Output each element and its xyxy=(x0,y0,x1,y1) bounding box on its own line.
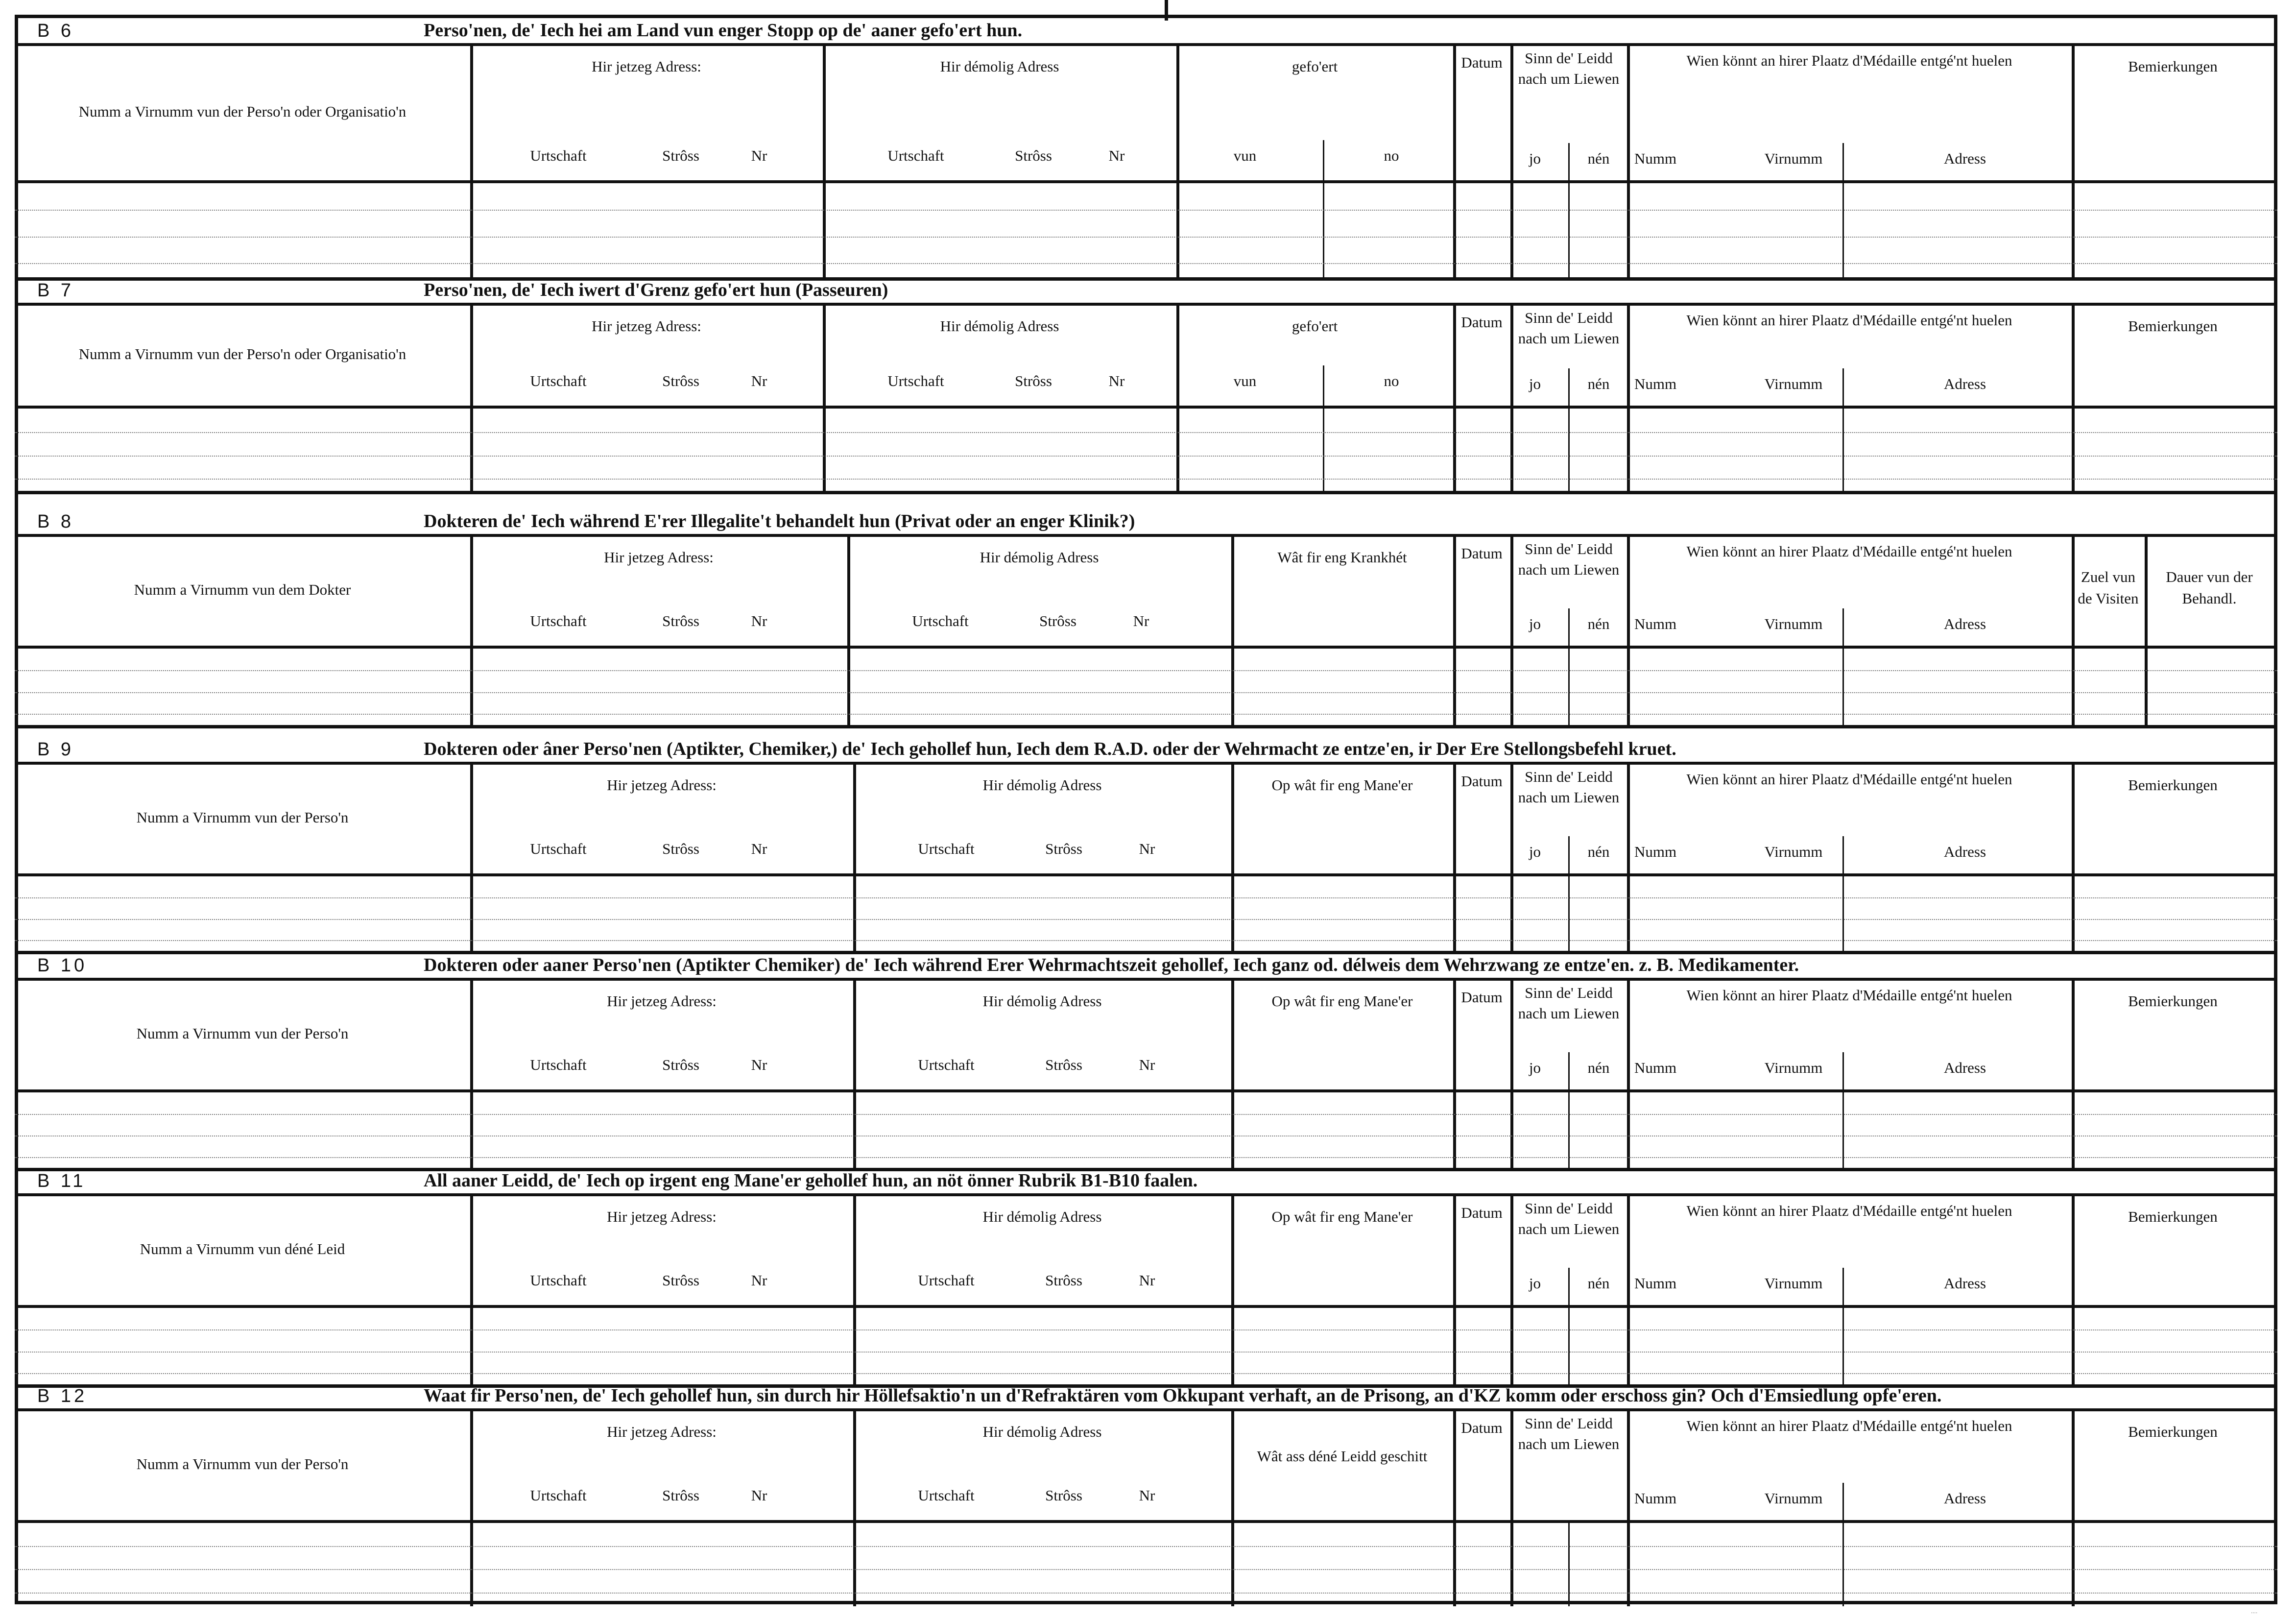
number-header: Nr xyxy=(751,1056,767,1073)
no-header: nén xyxy=(1587,375,1610,392)
no-header: nén xyxy=(1587,843,1610,860)
surname-header: Numm xyxy=(1634,615,1677,632)
yes-no-divider xyxy=(1568,368,1570,406)
alive-header: Sinn de' Leidd nach um Liewen xyxy=(1518,768,1620,806)
address-header: Adress xyxy=(1943,150,1986,167)
firstname-header: Virnumm xyxy=(1764,375,1823,392)
column-divider xyxy=(1231,1523,1234,1606)
number-header: Nr xyxy=(751,372,767,389)
yes-no-divider xyxy=(1568,649,1570,727)
to-header: no xyxy=(1384,372,1399,389)
address-header: Adress xyxy=(1943,843,1986,860)
address-header: Adress xyxy=(1943,375,1986,392)
medal-subdivider xyxy=(1842,143,1844,180)
firstname-header: Virnumm xyxy=(1764,150,1823,167)
street-header: Strôss xyxy=(1045,1056,1082,1073)
name-column-header: Numm a Virnumm vun der Perso'n xyxy=(136,1025,349,1042)
street-header: Strôss xyxy=(1039,612,1076,629)
column-divider xyxy=(1453,1523,1456,1606)
medal-subdivider xyxy=(1842,1308,1844,1386)
street-header: Strôss xyxy=(662,147,699,164)
section-title-bar xyxy=(15,733,2277,765)
no-header: nén xyxy=(1587,150,1610,167)
date-header: Datum xyxy=(1461,989,1503,1006)
section-title-bar xyxy=(15,274,2277,306)
entry-line[interactable] xyxy=(15,1593,2277,1594)
column-divider xyxy=(2145,537,2148,646)
alive-header: Sinn de' Leidd nach um Liewen xyxy=(1518,1200,1620,1237)
column-divider xyxy=(1627,765,1630,873)
city-header: Urtschaft xyxy=(918,1272,975,1289)
column-divider xyxy=(1510,1308,1513,1386)
entry-line[interactable] xyxy=(15,479,2277,480)
entry-rows[interactable] xyxy=(15,876,2277,953)
entry-line[interactable] xyxy=(15,670,2277,671)
date-header: Datum xyxy=(1461,54,1503,71)
to-header: no xyxy=(1384,147,1399,164)
former-address-header: Hir démolig Adress xyxy=(982,776,1102,794)
number-header: Nr xyxy=(1139,840,1155,857)
yes-header: jo xyxy=(1529,843,1541,860)
yes-no-divider xyxy=(1568,1092,1570,1170)
transported-header: gefo'ert xyxy=(1292,317,1338,335)
date-header: Datum xyxy=(1461,545,1503,562)
visits-header: Zuel vun de Visiten xyxy=(2078,568,2139,607)
city-header: Urtschaft xyxy=(530,1487,587,1504)
entry-line[interactable] xyxy=(15,714,2277,715)
section-code: B 10 xyxy=(37,955,88,976)
column-divider xyxy=(853,876,856,953)
city-header: Urtschaft xyxy=(918,1056,975,1073)
remarks-header: Bemierkungen xyxy=(2128,58,2218,75)
yes-header: jo xyxy=(1529,1275,1541,1292)
yes-header: jo xyxy=(1529,1059,1541,1076)
medal-subdivider xyxy=(1842,368,1844,406)
entry-line[interactable] xyxy=(15,210,2277,211)
medal-header: Wien könnt an hirer Plaatz d'Médaille entgé'nt huelen xyxy=(1686,987,2012,1004)
firstname-header: Virnumm xyxy=(1764,843,1823,860)
yes-no-divider xyxy=(1568,1523,1570,1606)
column-header xyxy=(15,306,2277,409)
column-divider xyxy=(1231,981,1234,1089)
column-divider xyxy=(1231,765,1234,873)
medal-subdivider xyxy=(1842,1523,1844,1606)
column-divider xyxy=(853,1308,856,1386)
surname-header: Numm xyxy=(1634,375,1677,392)
column-divider xyxy=(1231,1411,1234,1520)
column-divider xyxy=(470,1308,473,1386)
medal-subdivider xyxy=(1842,1483,1844,1520)
entry-line[interactable] xyxy=(15,919,2277,920)
firstname-header: Virnumm xyxy=(1764,615,1823,632)
manner-header: Op wât fir eng Mane'er xyxy=(1271,1208,1413,1225)
column-divider xyxy=(2072,876,2075,953)
section-title-bar xyxy=(15,15,2277,46)
entry-line[interactable] xyxy=(15,1329,2277,1330)
column-divider xyxy=(1627,981,1630,1089)
yes-no-divider xyxy=(1568,1308,1570,1386)
city-header: Urtschaft xyxy=(530,147,587,164)
section-title-bar xyxy=(15,1380,2277,1411)
city-header: Urtschaft xyxy=(530,1056,587,1073)
former-address-header: Hir démolig Adress xyxy=(982,992,1102,1010)
section-title-bar xyxy=(15,506,2277,537)
section-code: B 11 xyxy=(37,1171,86,1191)
section-b7 xyxy=(15,274,2277,493)
surname-header: Numm xyxy=(1634,1275,1677,1292)
section-code: B 8 xyxy=(37,511,74,532)
number-header: Nr xyxy=(751,1272,767,1289)
column-divider xyxy=(470,876,473,953)
former-address-header: Hir démolig Adress xyxy=(982,1423,1102,1440)
entry-line[interactable] xyxy=(15,237,2277,238)
section-title: Dokteren oder âner Perso'nen (Aptikter, Chemiker,) de' Iech gehollef hun, Iech dem R.A.D. oder der Wehrmacht ze entze'en, ir Der Ere Stellongsbefehl kruet. xyxy=(424,739,1676,759)
yes-no-divider xyxy=(1568,183,1570,279)
entry-line[interactable] xyxy=(15,1546,2277,1547)
column-header xyxy=(15,981,2277,1092)
medal-header: Wien könnt an hirer Plaatz d'Médaille entgé'nt huelen xyxy=(1686,543,2012,560)
column-divider xyxy=(1627,46,1630,180)
number-header: Nr xyxy=(751,840,767,857)
column-divider xyxy=(2072,409,2075,493)
firstname-header: Virnumm xyxy=(1764,1059,1823,1076)
section-code: B 7 xyxy=(37,280,74,301)
no-header: nén xyxy=(1587,1059,1610,1076)
city-header: Urtschaft xyxy=(530,1272,587,1289)
address-header: Adress xyxy=(1943,615,1986,632)
column-divider xyxy=(1627,1523,1630,1606)
column-divider xyxy=(470,409,473,493)
entry-rows[interactable] xyxy=(15,183,2277,279)
number-header: Nr xyxy=(751,612,767,629)
firstname-header: Virnumm xyxy=(1764,1275,1823,1292)
yes-no-divider xyxy=(1568,1052,1570,1089)
column-divider xyxy=(1627,306,1630,406)
column-divider xyxy=(1231,649,1234,727)
column-divider xyxy=(1453,1092,1456,1170)
column-divider xyxy=(2072,1523,2075,1606)
number-header: Nr xyxy=(1139,1487,1155,1504)
entry-line[interactable] xyxy=(15,1373,2277,1374)
city-header: Urtschaft xyxy=(918,1487,975,1504)
medal-subdivider xyxy=(1842,409,1844,493)
entry-line[interactable] xyxy=(15,1114,2277,1115)
from-header: vun xyxy=(1233,147,1257,164)
column-divider xyxy=(1176,409,1179,493)
yes-no-divider xyxy=(1568,143,1570,180)
column-divider xyxy=(1453,1308,1456,1386)
number-header: Nr xyxy=(1133,612,1149,629)
column-divider xyxy=(1510,1092,1513,1170)
number-header: Nr xyxy=(1108,372,1125,389)
section-b8 xyxy=(15,506,2277,727)
address-header: Adress xyxy=(1943,1490,1986,1507)
entry-line[interactable] xyxy=(15,1157,2277,1158)
yes-no-divider xyxy=(1568,608,1570,646)
street-header: Strôss xyxy=(1045,840,1082,857)
medal-subdivider xyxy=(1842,183,1844,279)
yes-no-divider xyxy=(1568,1268,1570,1305)
medal-subdivider xyxy=(1842,1092,1844,1170)
street-header: Strôss xyxy=(662,1056,699,1073)
manner-header: Op wât fir eng Mane'er xyxy=(1271,776,1413,794)
date-header: Datum xyxy=(1461,314,1503,331)
address-header: Adress xyxy=(1943,1275,1986,1292)
entry-line[interactable] xyxy=(15,432,2277,433)
entry-line[interactable] xyxy=(15,897,2277,898)
medal-header: Wien könnt an hirer Plaatz d'Médaille entgé'nt huelen xyxy=(1686,771,2012,788)
former-address-header: Hir démolig Adress xyxy=(980,549,1099,566)
surname-header: Numm xyxy=(1634,843,1677,860)
medal-subdivider xyxy=(1842,1268,1844,1305)
column-divider xyxy=(2145,649,2148,727)
remarks-header: Bemierkungen xyxy=(2128,992,2218,1010)
yes-no-divider xyxy=(1568,876,1570,953)
alive-header: Sinn de' Leidd nach um Liewen xyxy=(1518,309,1620,347)
column-divider xyxy=(1510,876,1513,953)
yes-header: jo xyxy=(1529,150,1541,167)
column-header xyxy=(15,765,2277,876)
entry-rows[interactable] xyxy=(15,1092,2277,1170)
current-address-header: Hir jetzeg Adress: xyxy=(592,58,701,75)
medal-header: Wien könnt an hirer Plaatz d'Médaille entgé'nt huelen xyxy=(1686,312,2012,329)
section-title: Perso'nen, de' Iech hei am Land vun enger Stopp op de' aaner gefo'ert hun. xyxy=(424,20,1023,41)
entry-rows[interactable] xyxy=(15,649,2277,727)
section-code: B 6 xyxy=(37,21,74,41)
street-header: Strôss xyxy=(662,612,699,629)
from-to-divider xyxy=(1323,183,1324,279)
entry-rows[interactable] xyxy=(15,1308,2277,1386)
medal-subdivider xyxy=(1842,1052,1844,1089)
surname-header: Numm xyxy=(1634,150,1677,167)
entry-line[interactable] xyxy=(15,940,2277,941)
section-title: Waat fir Perso'nen, de' Iech gehollef hun, sin durch hir Höllefsaktio'n un d'Refraktären vom Okkupant verhaft, an de Prisong, an d'KZ komm oder erschoss gin? Och d'Emsiedlung opfe'eren. xyxy=(424,1385,1942,1406)
current-address-header: Hir jetzeg Adress: xyxy=(607,776,717,794)
street-header: Strôss xyxy=(662,372,699,389)
no-header: nén xyxy=(1587,1275,1610,1292)
number-header: Nr xyxy=(751,1487,767,1504)
name-column-header: Numm a Virnumm vun der Perso'n oder Organisatio'n xyxy=(78,103,407,120)
entry-line[interactable] xyxy=(15,263,2277,264)
illness-header: Wât fir eng Krankhét xyxy=(1277,549,1407,566)
date-header: Datum xyxy=(1461,1419,1503,1436)
address-header: Adress xyxy=(1943,1059,1986,1076)
column-divider xyxy=(1176,183,1179,279)
alive-header: Sinn de' Leidd nach um Liewen xyxy=(1518,984,1620,1022)
medal-subdivider xyxy=(1842,649,1844,727)
street-header: Strôss xyxy=(1045,1272,1082,1289)
name-column-header: Numm a Virnumm vun der Perso'n xyxy=(136,809,349,826)
former-address-header: Hir démolig Adress xyxy=(940,317,1059,335)
section-separator xyxy=(15,491,2277,494)
column-header xyxy=(15,537,2277,649)
section-title: Perso'nen, de' Iech iwert d'Grenz gefo'ert hun (Passeuren) xyxy=(424,280,888,300)
former-address-header: Hir démolig Adress xyxy=(982,1208,1102,1225)
column-divider xyxy=(1510,649,1513,727)
street-header: Strôss xyxy=(1045,1487,1082,1504)
column-divider xyxy=(823,409,826,493)
medal-header: Wien könnt an hirer Plaatz d'Médaille entgé'nt huelen xyxy=(1686,1202,2012,1219)
yes-header: jo xyxy=(1529,615,1541,632)
section-title: Dokteren de' Iech während E'rer Illegalite't behandelt hun (Privat oder an enger Klinik?) xyxy=(424,511,1135,532)
yes-no-divider xyxy=(1568,409,1570,493)
column-divider xyxy=(1627,409,1630,493)
what-happened-header: Wât ass déné Leidd geschitt xyxy=(1257,1448,1428,1465)
no-header: nén xyxy=(1587,615,1610,632)
alive-header: Sinn de' Leidd nach um Liewen xyxy=(1518,49,1620,87)
column-divider xyxy=(1510,183,1513,279)
section-title: All aaner Leidd, de' Iech op irgent eng Mane'er gehollef hun, an nöt önner Rubrik B1-B10 faalen. xyxy=(424,1170,1198,1191)
from-to-divider xyxy=(1323,140,1324,180)
remarks-header: Bemierkungen xyxy=(2128,317,2218,335)
column-divider xyxy=(1453,409,1456,493)
city-header: Urtschaft xyxy=(887,147,944,164)
city-header: Urtschaft xyxy=(530,840,587,857)
city-header: Urtschaft xyxy=(887,372,944,389)
remarks-header: Bemierkungen xyxy=(2128,1423,2218,1440)
column-divider xyxy=(1510,1523,1513,1606)
column-divider xyxy=(1627,1196,1630,1305)
alive-header: Sinn de' Leidd nach um Liewen xyxy=(1518,540,1620,578)
former-address-header: Hir démolig Adress xyxy=(940,58,1059,75)
entry-rows[interactable] xyxy=(15,1523,2277,1606)
section-b11 xyxy=(15,1165,2277,1386)
number-header: Nr xyxy=(1139,1272,1155,1289)
duration-header: Dauer vun der Behandl. xyxy=(2166,568,2253,607)
yes-no-divider xyxy=(1568,836,1570,873)
entry-line[interactable] xyxy=(15,1569,2277,1570)
medal-header: Wien könnt an hirer Plaatz d'Médaille entgé'nt huelen xyxy=(1686,1417,2012,1434)
column-divider xyxy=(470,183,473,279)
column-divider xyxy=(1231,1308,1234,1386)
entry-line[interactable] xyxy=(15,692,2277,693)
column-divider xyxy=(1453,649,1456,727)
column-header xyxy=(15,1196,2277,1308)
number-header: Nr xyxy=(1108,147,1125,164)
medal-header: Wien könnt an hirer Plaatz d'Médaille entgé'nt huelen xyxy=(1686,52,2012,69)
column-divider xyxy=(1510,409,1513,493)
current-address-header: Hir jetzeg Adress: xyxy=(607,1423,717,1440)
entry-line[interactable] xyxy=(15,1352,2277,1353)
column-divider xyxy=(853,1092,856,1170)
medal-subdivider xyxy=(1842,836,1844,873)
column-divider xyxy=(470,649,473,727)
column-header xyxy=(15,46,2277,183)
street-header: Strôss xyxy=(662,840,699,857)
medal-subdivider xyxy=(1842,876,1844,953)
column-divider xyxy=(2072,649,2075,727)
column-divider xyxy=(1627,1308,1630,1386)
column-divider xyxy=(1627,649,1630,727)
medal-subdivider xyxy=(1842,608,1844,646)
street-header: Strôss xyxy=(662,1272,699,1289)
column-divider xyxy=(1453,183,1456,279)
date-header: Datum xyxy=(1461,1204,1503,1221)
column-divider xyxy=(1627,537,1630,646)
column-divider xyxy=(1231,876,1234,953)
name-column-header: Numm a Virnumm vun der Perso'n oder Organisatio'n xyxy=(78,345,407,362)
current-address-header: Hir jetzeg Adress: xyxy=(607,1208,717,1225)
number-header: Nr xyxy=(751,147,767,164)
section-b10 xyxy=(15,949,2277,1170)
transported-header: gefo'ert xyxy=(1292,58,1338,75)
column-divider xyxy=(1627,1092,1630,1170)
column-divider xyxy=(1231,1196,1234,1305)
page-mark: .... xyxy=(2251,1608,2258,1615)
section-b6 xyxy=(15,15,2277,279)
from-to-divider xyxy=(1323,365,1324,406)
column-divider xyxy=(470,1523,473,1606)
section-b12 xyxy=(15,1380,2277,1606)
surname-header: Numm xyxy=(1634,1059,1677,1076)
street-header: Strôss xyxy=(1015,372,1052,389)
column-divider xyxy=(1627,876,1630,953)
surname-header: Numm xyxy=(1634,1490,1677,1507)
firstname-header: Virnumm xyxy=(1764,1490,1823,1507)
current-address-header: Hir jetzeg Adress: xyxy=(604,549,714,566)
city-header: Urtschaft xyxy=(918,840,975,857)
section-title: Dokteren oder aaner Perso'nen (Aptikter Chemiker) de' Iech während Erer Wehrmachtszeit gehollef, Iech ganz od. délweis dem Wehrzwang ze entze'en. z. B. Medikamenter. xyxy=(424,955,1799,975)
manner-header: Op wât fir eng Mane'er xyxy=(1271,992,1413,1010)
alive-header: Sinn de' Leidd nach um Liewen xyxy=(1518,1415,1620,1452)
name-column-header: Numm a Virnumm vun dem Dokter xyxy=(134,581,351,598)
city-header: Urtschaft xyxy=(530,372,587,389)
column-divider xyxy=(2072,1092,2075,1170)
current-address-header: Hir jetzeg Adress: xyxy=(592,317,701,335)
section-code: B 12 xyxy=(37,1386,88,1406)
section-separator xyxy=(15,725,2277,728)
section-code: B 9 xyxy=(37,739,74,760)
name-column-header: Numm a Virnumm vun der Perso'n xyxy=(136,1455,349,1473)
column-divider xyxy=(1627,1411,1630,1520)
column-divider xyxy=(1231,1092,1234,1170)
from-header: vun xyxy=(1233,372,1257,389)
column-divider xyxy=(2072,1308,2075,1386)
section-title-bar xyxy=(15,1165,2277,1196)
entry-rows[interactable] xyxy=(15,409,2277,493)
column-divider xyxy=(2072,183,2075,279)
entry-line[interactable] xyxy=(15,456,2277,457)
column-divider xyxy=(1453,876,1456,953)
section-title-bar xyxy=(15,949,2277,981)
city-header: Urtschaft xyxy=(530,612,587,629)
street-header: Strôss xyxy=(662,1487,699,1504)
street-header: Strôss xyxy=(1015,147,1052,164)
column-divider xyxy=(470,1092,473,1170)
column-divider xyxy=(1627,183,1630,279)
number-header: Nr xyxy=(1139,1056,1155,1073)
column-header xyxy=(15,1411,2277,1523)
column-divider xyxy=(823,183,826,279)
remarks-header: Bemierkungen xyxy=(2128,776,2218,794)
current-address-header: Hir jetzeg Adress: xyxy=(607,992,717,1010)
column-divider xyxy=(853,1523,856,1606)
remarks-header: Bemierkungen xyxy=(2128,1208,2218,1225)
column-divider xyxy=(847,649,850,727)
yes-header: jo xyxy=(1529,375,1541,392)
city-header: Urtschaft xyxy=(912,612,969,629)
from-to-divider xyxy=(1323,409,1324,493)
section-b9 xyxy=(15,733,2277,953)
name-column-header: Numm a Virnumm vun déné Leid xyxy=(140,1240,345,1257)
date-header: Datum xyxy=(1461,773,1503,790)
